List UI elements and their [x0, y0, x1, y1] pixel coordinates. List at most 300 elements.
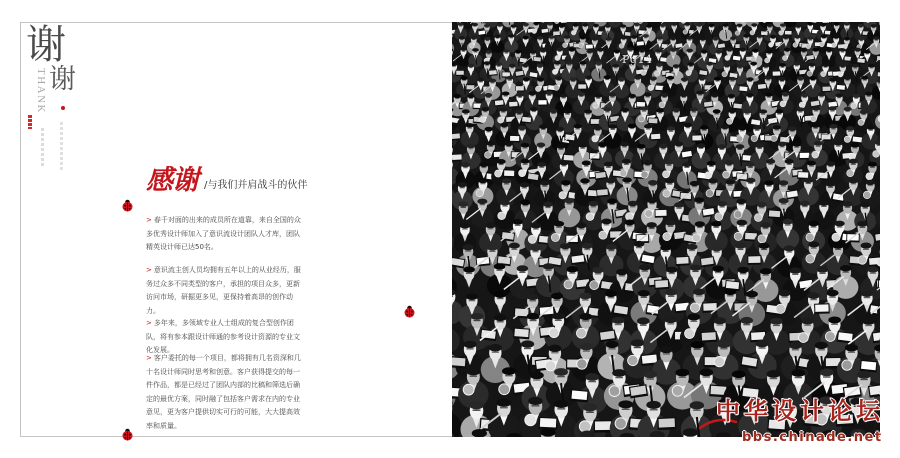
musician-body [452, 412, 462, 437]
musician-eyes [780, 81, 784, 82]
musician-hair [518, 126, 526, 131]
musician-eyes [763, 228, 769, 229]
musician-eyes [641, 297, 648, 298]
musician-hair [594, 126, 602, 131]
musician-hair [637, 317, 650, 324]
musician-hair [737, 64, 744, 68]
brass-bell [793, 43, 798, 48]
sheet-music [853, 136, 863, 142]
musician-eyes [863, 80, 867, 81]
musician-hair [666, 267, 678, 273]
musician-hair [657, 36, 663, 39]
musician-hair [767, 24, 773, 27]
musician-hair [751, 23, 757, 26]
musician-hair [833, 35, 839, 38]
sheet-music [692, 135, 701, 140]
sheet-music [815, 304, 828, 312]
musician-eyes [639, 149, 644, 150]
brass-bell [714, 357, 724, 367]
musician-eyes [642, 111, 646, 112]
brass-bell [578, 43, 583, 48]
musician-eyes [569, 273, 575, 274]
musician-hair [725, 179, 735, 184]
musician-hair [766, 50, 773, 54]
musician-eyes [828, 166, 833, 167]
brass-bell [832, 43, 837, 48]
sheet-music [773, 71, 781, 75]
musician-hair [713, 109, 721, 113]
musician-hair [574, 124, 582, 129]
brass-bell [725, 55, 730, 60]
musician-hair [578, 92, 586, 96]
orchestra-photo-canvas [452, 22, 880, 437]
sheet-music [564, 155, 574, 161]
musician-eyes [854, 98, 858, 99]
music-stand [509, 135, 520, 142]
musician-eyes [719, 207, 724, 208]
musician-eyes [795, 66, 799, 67]
music-stand [648, 118, 658, 125]
musician-eyes [868, 130, 872, 131]
musician-hair [661, 93, 669, 97]
musician-hair [834, 22, 840, 25]
musician-hair [620, 142, 629, 147]
musician-hair [693, 289, 705, 296]
musician-hair [500, 123, 508, 128]
musician-hair [773, 125, 781, 130]
musician-hair [829, 124, 837, 129]
musician-eyes [689, 66, 693, 67]
musician-hair [463, 341, 476, 348]
musician-eyes [739, 226, 745, 227]
musician-hair [780, 23, 786, 26]
musician-hair [463, 266, 475, 272]
musician-hair [814, 141, 823, 146]
red-dot-ornament [61, 106, 65, 110]
musician-hair [585, 75, 592, 79]
musician-eyes [785, 51, 789, 52]
musician-hair [555, 76, 562, 80]
musician-hair [834, 141, 843, 146]
sheet-music [504, 170, 514, 176]
musician-eyes [523, 148, 528, 149]
musician-hair [618, 77, 625, 81]
musician-eyes [460, 187, 465, 188]
musician-hair [804, 178, 814, 183]
musician-hair [458, 201, 468, 207]
musician-body [869, 42, 880, 55]
musician-hair [690, 401, 705, 409]
musician-eyes [811, 248, 817, 249]
musician-eyes [775, 130, 779, 131]
musician-eyes [523, 164, 528, 165]
musician-hair [865, 92, 873, 96]
musician-hair [753, 125, 761, 130]
musician-eyes [580, 148, 585, 149]
musician-eyes [766, 80, 770, 81]
musician-eyes [548, 25, 551, 26]
musician-eyes [697, 227, 703, 228]
brass-bell [563, 43, 568, 48]
musician-hair [522, 63, 529, 67]
musician-eyes [848, 352, 855, 353]
musician-hair [695, 221, 705, 227]
sheet-music [466, 85, 474, 89]
ladybug-icon [403, 305, 416, 318]
sheet-music [495, 100, 504, 105]
sheet-music [637, 102, 646, 107]
musician-eyes [469, 148, 474, 149]
sheet-music [659, 418, 675, 427]
musician-hair [523, 23, 529, 26]
musician-hair [539, 124, 547, 129]
musician-hair [609, 124, 617, 129]
musician-hair [646, 24, 652, 27]
musician-hair [622, 159, 631, 164]
brass-bell [844, 136, 850, 142]
musician-eyes [581, 39, 584, 40]
musician-eyes [649, 228, 655, 229]
musician-hair [517, 265, 529, 271]
brass-bell [579, 421, 590, 432]
musician-eyes [783, 96, 787, 97]
musician-eyes [586, 412, 594, 413]
musician-eyes [608, 250, 614, 251]
brass-bell [751, 57, 756, 62]
musician-hair [738, 126, 746, 131]
musician-hair [820, 23, 826, 26]
musician-hair [504, 141, 513, 146]
musician-eyes [500, 407, 508, 408]
musician-hair [736, 144, 745, 149]
musician-hair [627, 47, 634, 51]
musician-eyes [735, 378, 743, 379]
musician-hair [789, 342, 802, 349]
musician-eyes [843, 272, 849, 273]
brass-bell [765, 58, 770, 63]
brass-bell [821, 71, 826, 76]
brass-bell [779, 31, 784, 36]
musician-hair [797, 76, 804, 80]
musician-hair [808, 292, 820, 299]
musician-eyes [486, 97, 490, 98]
music-stand [702, 302, 718, 313]
musician-hair [687, 62, 694, 66]
musician-hair [801, 48, 808, 52]
musician-eyes [524, 67, 528, 68]
musician-hair [700, 37, 706, 40]
musician-hair [497, 399, 512, 407]
musician-hair [820, 368, 834, 376]
musician-hair [708, 178, 718, 183]
musician-eyes [710, 27, 713, 28]
title-char-small: 谢 [49, 64, 76, 95]
musician-hair [640, 106, 648, 110]
chevron-right-icon: > [146, 354, 152, 362]
musician-hair [760, 268, 772, 274]
musician-eyes [635, 26, 638, 27]
musician-eyes [845, 25, 848, 26]
brass-bell [751, 135, 757, 141]
musician-eyes [737, 249, 743, 250]
musician-eyes [813, 128, 817, 129]
sheet-music [540, 418, 556, 427]
music-stand [541, 28, 549, 34]
musician-eyes [497, 298, 504, 299]
musician-eyes [610, 97, 614, 98]
musician-eyes [853, 148, 858, 149]
musician-hair [604, 75, 611, 79]
musician-eyes [619, 81, 623, 82]
musician-hair [494, 291, 506, 298]
musician-eyes [587, 80, 591, 81]
musician-hair [643, 160, 652, 165]
brass-bell [662, 171, 669, 178]
musician-eyes [668, 80, 672, 81]
musician-eyes [511, 249, 517, 250]
musician-hair [812, 48, 819, 52]
musician-eyes [560, 28, 563, 29]
musician-hair [528, 397, 543, 405]
musician-hair [559, 160, 568, 165]
musician-eyes [758, 347, 765, 348]
musician-hair [670, 37, 676, 40]
musician-eyes [679, 377, 687, 378]
musician-hair [516, 93, 524, 97]
musician-hair [592, 267, 604, 273]
musician-eyes [488, 146, 493, 147]
musician-eyes [845, 207, 850, 208]
musician-hair [674, 202, 684, 208]
music-stand [494, 99, 504, 106]
musician-eyes [533, 251, 539, 252]
music-stand [700, 256, 715, 267]
musician-eyes [466, 273, 472, 274]
musician-hair [694, 197, 704, 203]
musician-hair [807, 22, 813, 25]
musician-hair [472, 48, 479, 52]
brass-bell [638, 116, 644, 122]
musician-hair [826, 48, 833, 52]
brass-bell [798, 333, 808, 343]
musician-hair [770, 318, 783, 325]
musician-eyes [700, 80, 704, 81]
musician-hair [746, 162, 755, 167]
musician-eyes [728, 51, 732, 52]
musician-hair [735, 243, 746, 249]
musician-eyes [693, 410, 701, 411]
sheet-music [578, 84, 586, 88]
musician-hair [639, 264, 651, 270]
musician-eyes [713, 97, 717, 98]
brass-bell [648, 85, 654, 91]
musician-eyes [795, 377, 803, 378]
brass-bell [586, 213, 594, 221]
musician-eyes [748, 167, 753, 168]
musician-hair [812, 106, 820, 110]
musician-eyes [467, 128, 471, 129]
musician-eyes [522, 188, 527, 189]
musician-eyes [559, 149, 564, 150]
musician-eyes [689, 250, 695, 251]
music-stand [599, 329, 616, 342]
musician-eyes [781, 27, 784, 28]
musician-hair [783, 36, 789, 39]
musician-eyes [504, 96, 508, 97]
brass-bell [663, 190, 670, 197]
musician-eyes [792, 349, 799, 350]
musician-hair [466, 368, 480, 376]
music-stand [747, 255, 761, 265]
brass-bell [771, 135, 777, 141]
musician-eyes [462, 80, 466, 81]
brass-bell [615, 418, 626, 429]
musician-eyes [696, 295, 703, 296]
musician-eyes [615, 324, 622, 325]
musician-eyes [485, 65, 489, 66]
musician-eyes [777, 114, 781, 115]
musician-eyes [752, 66, 756, 67]
brass-bell [812, 151, 819, 158]
musician-hair [485, 127, 493, 132]
music-stand [733, 103, 743, 110]
musician-hair [582, 23, 588, 26]
musician-eyes [804, 325, 811, 326]
musician-hair [567, 266, 579, 272]
musician-eyes [864, 297, 871, 298]
sheet-music [533, 57, 541, 62]
musician-hair [467, 94, 475, 98]
musician-hair [792, 142, 801, 147]
sheet-music [452, 357, 465, 366]
brass-bell [690, 303, 699, 312]
musician-hair [520, 182, 530, 187]
musician-hair [485, 222, 495, 228]
musician-hair [644, 92, 652, 96]
musician-eyes [845, 40, 848, 41]
musician-hair [502, 367, 516, 375]
musician-hair [509, 243, 520, 249]
musician-eyes [763, 275, 769, 276]
musician-hair [648, 180, 658, 185]
musician-hair [861, 290, 873, 297]
musician-hair [709, 24, 715, 27]
musician-hair [737, 24, 743, 27]
musician-eyes [473, 26, 476, 27]
musician-eyes [539, 167, 544, 168]
musician-hair [580, 36, 586, 39]
brass-bell [672, 385, 683, 396]
musician-eyes [472, 39, 475, 40]
musician-eyes [714, 40, 717, 41]
musician-hair [467, 64, 474, 68]
brass-bell [555, 55, 560, 60]
musician-hair [854, 48, 861, 52]
musician-eyes [688, 52, 692, 53]
musician-hair [746, 291, 758, 298]
brass-bell [758, 235, 766, 243]
brass-bell [685, 329, 695, 339]
musician-hair [844, 37, 850, 40]
sheet-music [823, 86, 831, 91]
musician-eyes [831, 82, 835, 83]
musician-eyes [562, 249, 568, 250]
musician-hair [556, 127, 564, 132]
musician-figure [452, 399, 462, 437]
ladybug-icon [121, 199, 134, 212]
musician-eyes [831, 324, 838, 325]
musician-hair [699, 368, 713, 376]
musician-hair [485, 93, 493, 97]
brass-bell [592, 136, 598, 142]
musician-eyes [452, 66, 456, 67]
musician-eyes [579, 229, 585, 230]
musician-hair [791, 369, 805, 377]
musician-eyes [497, 321, 504, 322]
brass-bell [628, 355, 638, 365]
brass-bell [619, 44, 624, 49]
sheet-music [655, 210, 666, 216]
brass-bell [750, 30, 755, 35]
musician-hair [628, 201, 638, 207]
musician-eyes [684, 167, 689, 168]
musician-hair [523, 77, 530, 81]
musician-hair [811, 123, 819, 128]
musician-eyes [724, 27, 727, 28]
musician-hair [868, 64, 875, 68]
musician-hair [634, 23, 640, 26]
musician-eyes [648, 28, 651, 29]
musician-eyes [816, 146, 821, 147]
musician-eyes [615, 377, 623, 378]
musician-eyes [716, 81, 720, 82]
musician-eyes [780, 147, 785, 148]
musician-eyes [841, 67, 845, 68]
musician-eyes [811, 227, 817, 228]
musician-hair [556, 48, 563, 52]
musician-eyes [487, 54, 491, 55]
musician-eyes [460, 40, 463, 41]
musician-eyes [716, 324, 723, 325]
musician-eyes [715, 272, 721, 273]
musician-eyes [462, 229, 468, 230]
musician-hair [857, 221, 867, 227]
musician-hair [775, 109, 783, 113]
musician-eyes [529, 300, 536, 301]
musician-eyes [593, 41, 596, 42]
musician-hair [628, 94, 636, 98]
musician-eyes [829, 297, 836, 298]
musician-hair [527, 293, 539, 300]
musician-hair [560, 243, 571, 249]
musician-hair [646, 222, 656, 228]
musician-eyes [608, 297, 615, 298]
paragraph-text: 客户委托的每一个项目，都将拥有几名资深和几十名设计师同时思考和创意。客户获得提交的每一件作品，都是已经过了团队内部的比稿和筛选后确定的最优方案，同时融了包括客户需求在内的专业意见，更为客户提供切实可行的可能，大大提高效率和质量。 [146, 354, 301, 430]
sheet-music [655, 85, 663, 90]
music-stand [594, 171, 606, 180]
musician-hair [785, 159, 794, 164]
musician-eyes [591, 206, 596, 207]
musician-hair [690, 264, 702, 270]
musician-hair [844, 76, 851, 80]
musician-eyes [645, 165, 650, 166]
musician-eyes [501, 112, 505, 113]
musician-hair [700, 125, 708, 130]
musician-eyes [875, 40, 878, 41]
musician-eyes [622, 28, 625, 29]
musician-eyes [768, 164, 773, 165]
musician-eyes [561, 166, 566, 167]
